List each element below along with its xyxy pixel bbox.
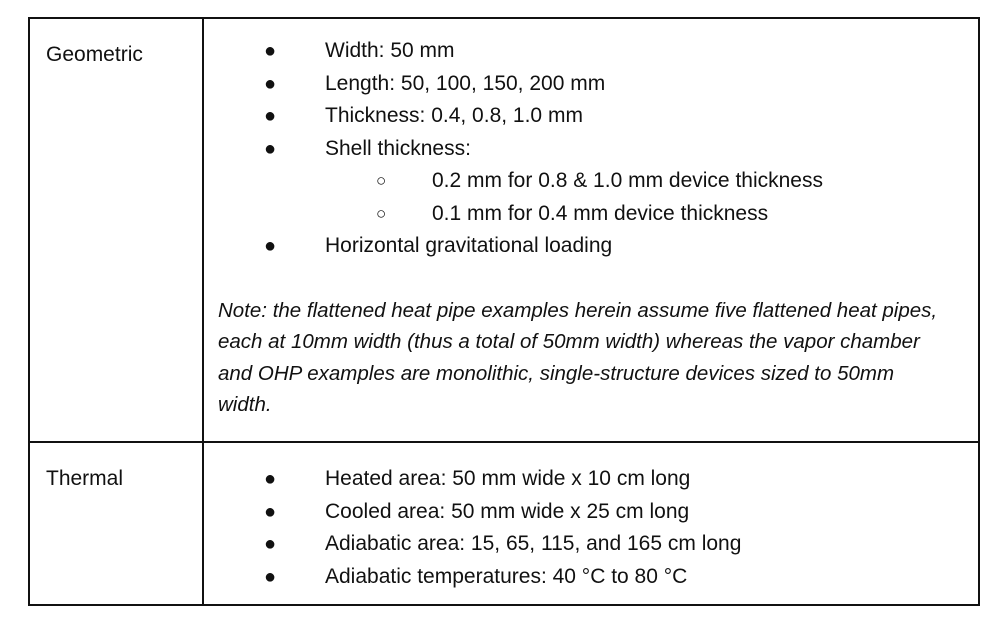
list-item [218,528,958,561]
list-item-text: Heated area: 50 mm wide x 10 cm long [325,467,691,490]
row-content-geometric [218,35,958,441]
geometric-note: Note: the flattened heat pipe examples herein assume five flattened heat pipes, each at 10mm width (thus a total of 50mm width) whereas the vapor chamber and OHP examples are monolithic, single-structure devices sized to 50mm width. [218,298,938,416]
list-item [218,561,958,594]
list-item [218,496,958,529]
list-item [218,68,958,101]
sub-list-item-text: 0.1 mm for 0.4 mm device thickness [432,201,769,225]
geometric-bullet-list-continued [218,230,958,263]
list-item-text: Cooled area: 50 mm wide x 25 cm long [325,499,690,523]
list-item [218,100,958,133]
list-item-text: Adiabatic temperatures: 40 °C to 80 °C [325,564,688,588]
sub-list-item [218,165,958,198]
table-row-geometric [30,19,978,443]
bullet-icon: ● [264,105,277,127]
thermal-bullet-list [218,463,958,593]
column-divider [202,443,204,604]
list-item-text: Shell thickness: [325,136,471,160]
column-divider [202,19,204,441]
bullet-icon: ● [264,533,277,555]
list-item [218,463,958,496]
list-item-text: Thickness: 0.4, 0.8, 1.0 mm [325,104,583,127]
specification-table [28,17,980,606]
row-label-thermal: Thermal [46,467,124,490]
list-item-text: Width: 50 mm [325,39,455,62]
list-item [218,35,958,68]
bullet-icon: ● [264,40,277,62]
bullet-icon: ● [264,500,277,523]
hollow-bullet-icon: ○ [376,203,387,223]
list-item-text: Length: 50, 100, 150, 200 mm [325,71,606,95]
bullet-icon: ● [264,137,277,160]
list-item-text: Adiabatic area: 15, 65, 115, and 165 cm long [325,532,742,555]
shell-thickness-sub-list [218,165,958,230]
hollow-bullet-icon: ○ [376,171,387,190]
list-item [218,133,958,166]
bullet-icon: ● [264,468,277,490]
table-row-thermal [30,443,978,604]
sub-list-item-text: 0.2 mm for 0.8 & 1.0 mm device thickness [432,169,823,192]
row-content-thermal [218,463,958,593]
bullet-icon: ● [264,235,277,257]
list-item-text: Horizontal gravitational loading [325,234,613,257]
row-label-geometric: Geometric [46,43,143,66]
geometric-bullet-list [218,35,958,165]
bullet-icon: ● [264,565,277,588]
list-item [218,230,958,263]
bullet-icon: ● [264,72,277,95]
sub-list-item [218,198,958,231]
